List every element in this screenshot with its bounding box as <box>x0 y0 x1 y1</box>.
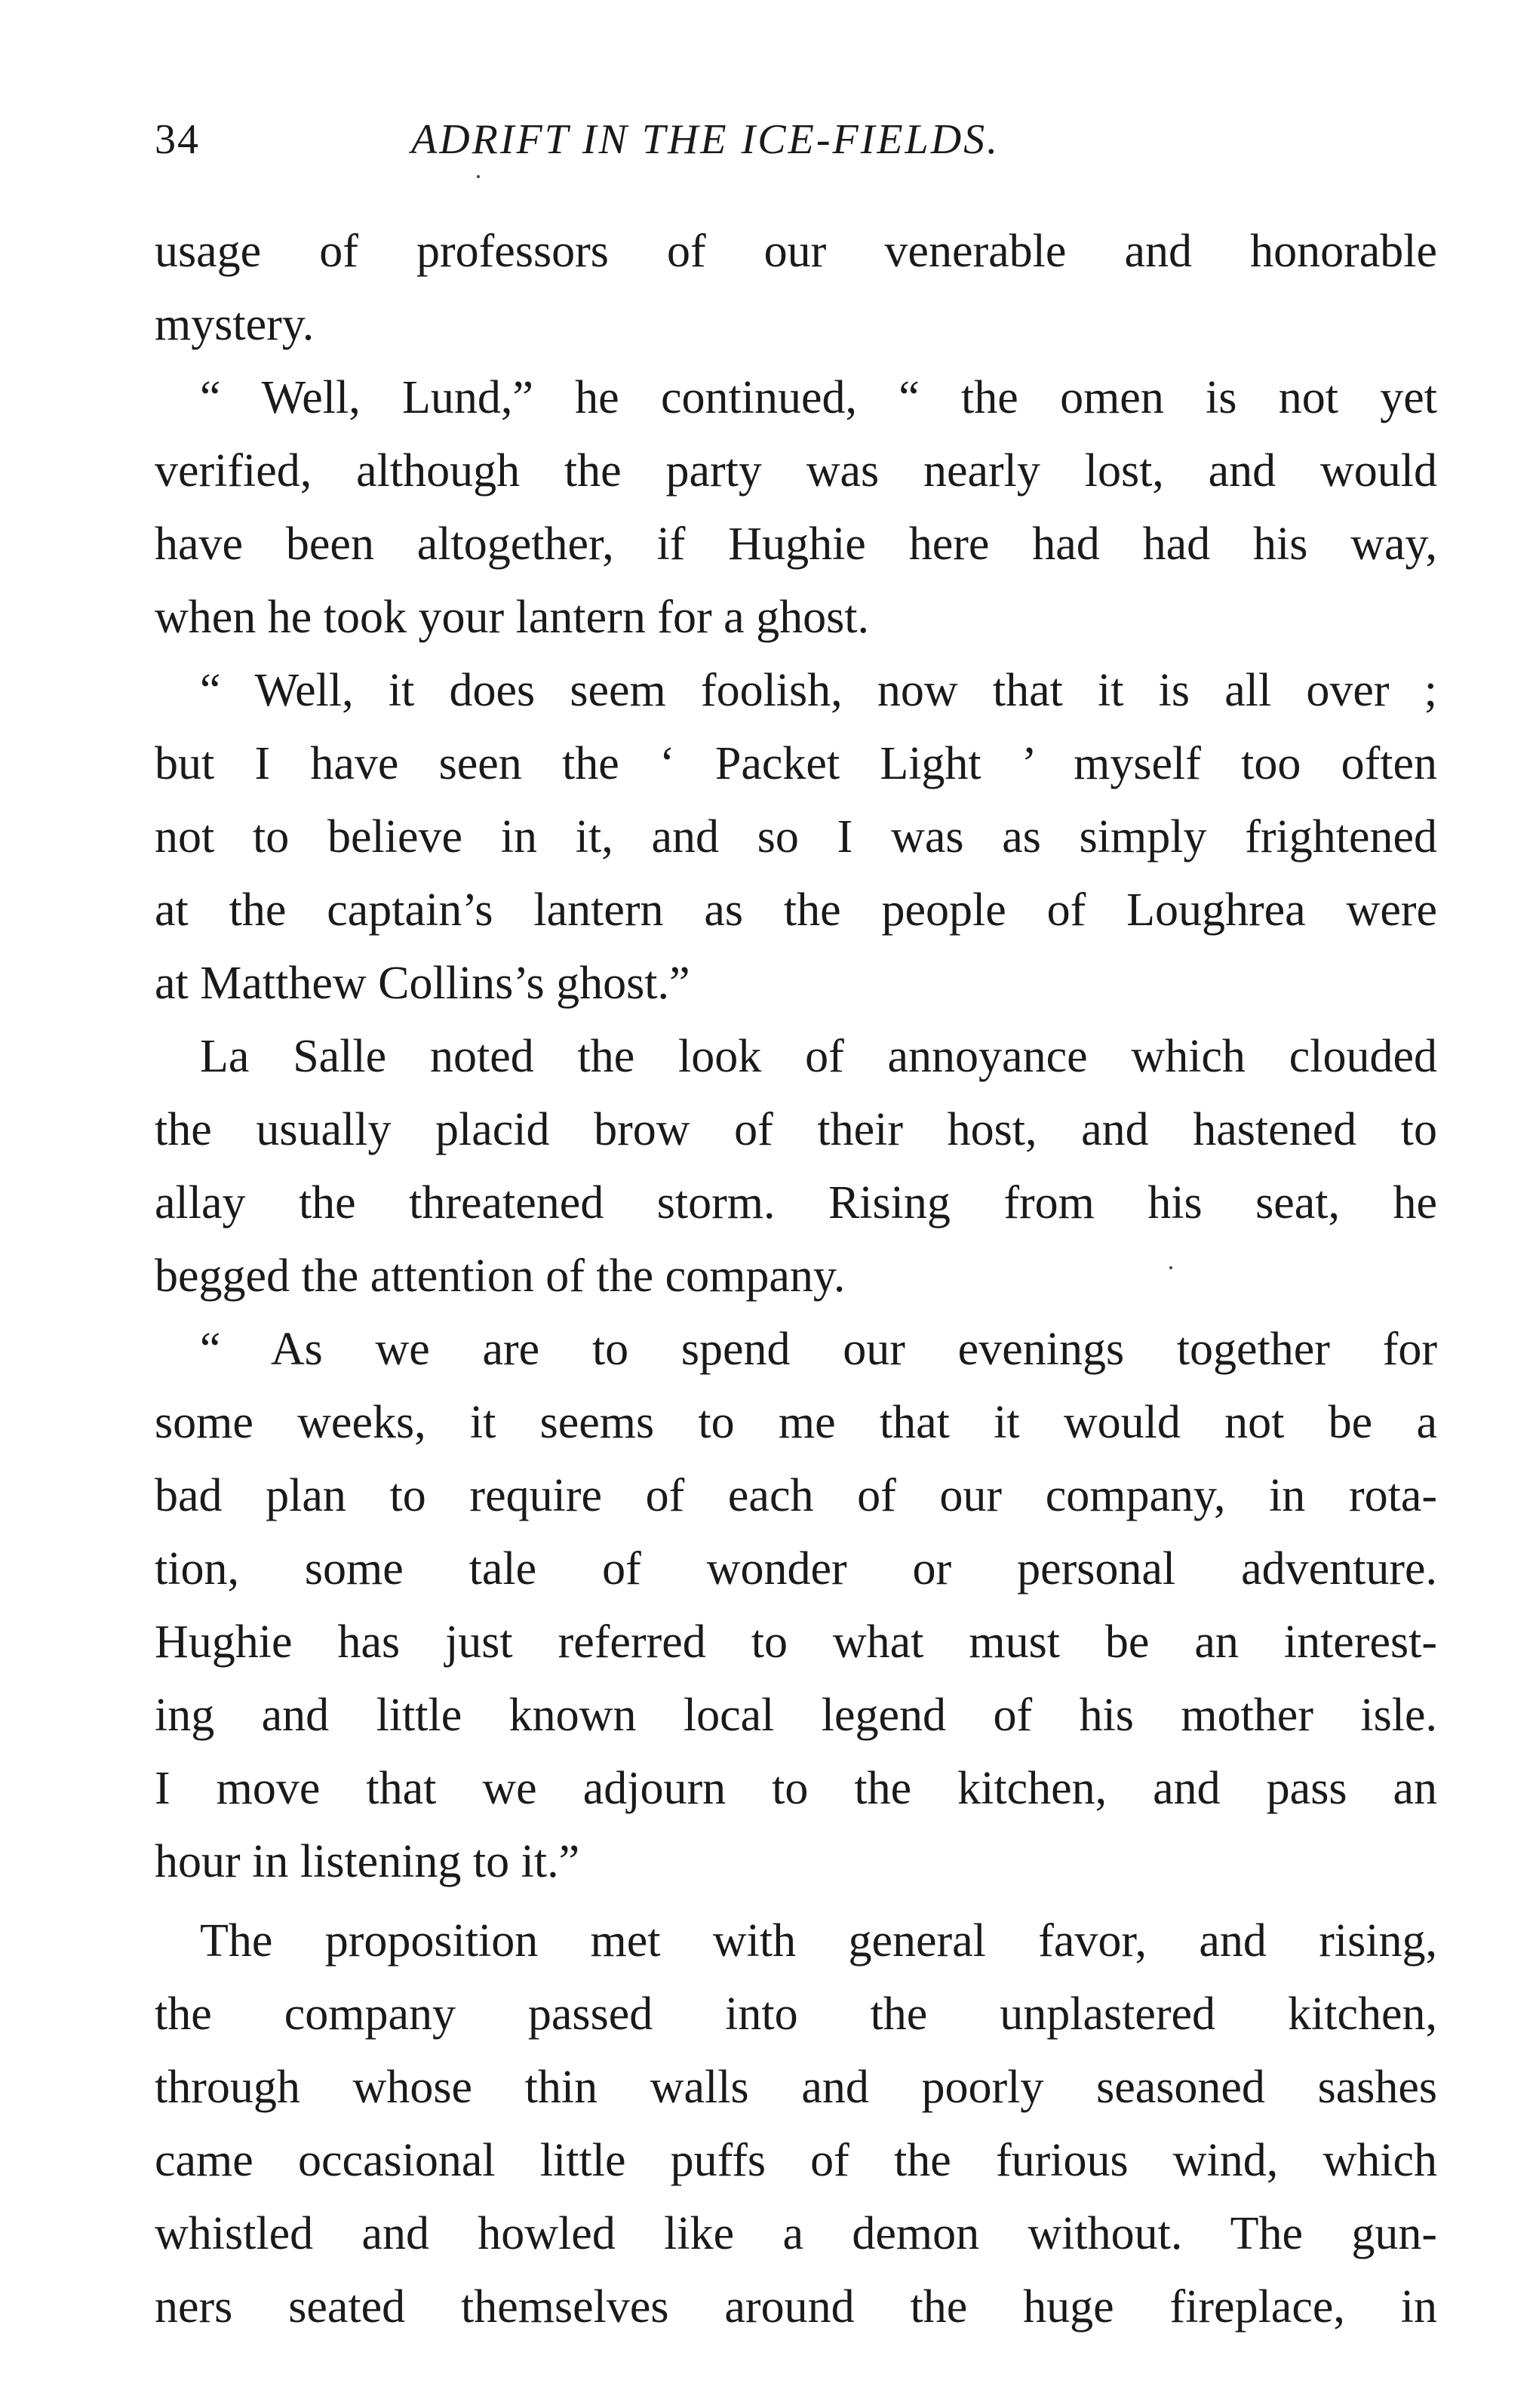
page-number: 34 <box>155 116 200 163</box>
text-line: hour in listening to it.” <box>155 1836 580 1887</box>
running-title: ADRIFT IN THE ICE-FIELDS. <box>411 116 1000 163</box>
text-line: have been altogether, if Hughie here had had his way, <box>155 518 1437 570</box>
text-line: “ Well, Lund,” he continued, “ the omen is not yet <box>200 372 1437 423</box>
text-line: tion, some tale of wonder or personal adventure. <box>155 1543 1437 1595</box>
text-line: I move that we adjourn to the kitchen, and pass an <box>155 1763 1437 1814</box>
text-line: the usually placid brow of their host, and hastened to <box>155 1104 1437 1155</box>
text-line: through whose thin walls and poorly seasoned sashes <box>155 2062 1437 2113</box>
body-text <box>155 215 1437 2344</box>
text-line: whistled and howled like a demon without. The gun- <box>155 2208 1437 2259</box>
text-line: allay the threatened storm. Rising from his seat, he <box>155 1177 1437 1229</box>
text-line: at the captain’s lantern as the people of Loughrea were <box>155 884 1437 936</box>
text-line: bad plan to require of each of our company, in rota- <box>155 1470 1437 1521</box>
text-line: La Salle noted the look of annoyance which clouded <box>200 1031 1437 1082</box>
running-head <box>155 106 1437 174</box>
text-line: came occasional little puffs of the furious wind, which <box>155 2135 1437 2186</box>
text-line: when he took your lantern for a ghost. <box>155 592 869 643</box>
text-line: usage of professors of our venerable and honorable <box>155 226 1437 277</box>
paragraph-gap <box>155 1899 1437 1905</box>
text-line: but I have seen the ‘ Packet Light ’ myself too often <box>155 738 1437 789</box>
text-line: some weeks, it seems to me that it would not be a <box>155 1397 1437 1448</box>
print-speck <box>477 175 480 178</box>
text-line: The proposition met with general favor, and rising, <box>200 1915 1437 1967</box>
text-line: “ Well, it does seem foolish, now that it is all over ; <box>200 665 1437 716</box>
text-line: at Matthew Collins’s ghost.” <box>155 958 690 1009</box>
text-line: ing and little known local legend of his mother isle. <box>155 1690 1437 1741</box>
text-line: mystery. <box>155 299 315 350</box>
text-line: “ As we are to spend our evenings together for <box>200 1324 1437 1375</box>
text-line: the company passed into the unplastered kitchen, <box>155 1988 1437 2040</box>
text-line: not to believe in it, and so I was as simply frightened <box>155 811 1437 863</box>
text-line: begged the attention of the company. <box>155 1250 846 1302</box>
text-line: verified, although the party was nearly lost, and would <box>155 445 1437 497</box>
text-line: ners seated themselves around the huge fireplace, in <box>155 2281 1437 2333</box>
text-line: Hughie has just referred to what must be an interest- <box>155 1616 1437 1668</box>
